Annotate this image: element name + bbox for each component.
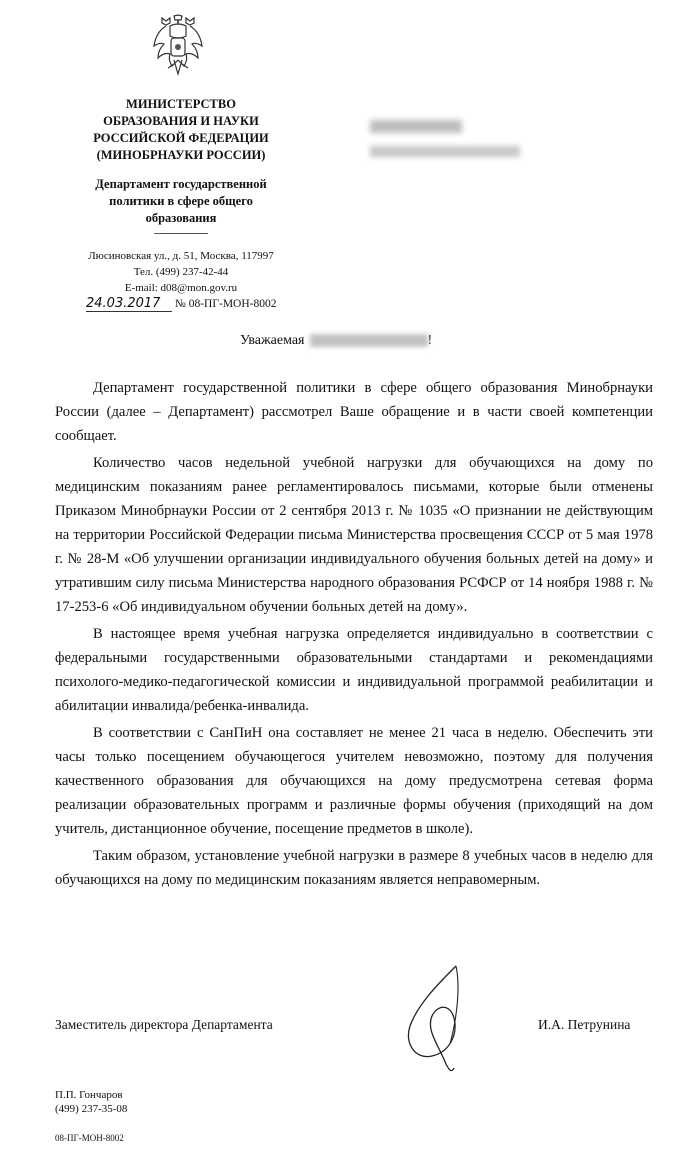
footer-document-code: 08-ПГ-МОН-8002 — [55, 1133, 124, 1143]
ministry-line: МИНИСТЕРСТВО — [126, 97, 236, 111]
address-line: E-mail: d08@mon.gov.ru — [124, 282, 238, 294]
handwritten-signature — [398, 964, 488, 1074]
ministry-line: РОССИЙСКОЙ ФЕДЕРАЦИИ — [93, 131, 269, 145]
registration-line — [86, 296, 277, 312]
signatory-title: Заместитель директора Департамента — [55, 1017, 273, 1032]
signatory-name: И.А. Петрунина — [538, 1017, 631, 1032]
redacted-salutation-name — [310, 334, 428, 347]
handwritten-date: 24.03.2017 — [86, 296, 172, 312]
executor-phone: (499) 237-35-08 — [55, 1103, 128, 1115]
ministry-line: (МИНОБРНАУКИ РОССИИ) — [96, 148, 266, 162]
letter-body — [55, 376, 653, 895]
executor-info — [55, 1088, 127, 1116]
department-address — [66, 248, 296, 296]
redacted-recipient-name — [370, 120, 462, 133]
executor-name: П.П. Гончаров — [55, 1089, 123, 1101]
body-paragraph: Таким образом, установление учебной нагрузки в размере 8 учебных часов в неделю для обучающихся на дому по медицинским показаниям является неправомерным. — [55, 848, 653, 888]
body-paragraph: В соответствии с СанПиН она составляет не менее 21 часа в неделю. Обеспечить эти часы только посещением обучающегося учителем невозможно, поэтому для получения качественного образования для обучающихся на дому предусмотрена сетевая форма реализации образовательных программ и различные формы обучения (приходящий на дом учитель, дистанционное обучение, посещение предметов в школе). — [55, 725, 653, 837]
salutation-text: Уважаемая — [240, 333, 305, 348]
body-paragraph: Департамент государственной политики в сфере общего образования Минобрнауки России (далее – Департамент) рассмотрел Ваше обращение и в части своей компетенции сообщает. — [55, 380, 653, 444]
salutation — [240, 333, 432, 349]
salutation-end: ! — [427, 333, 433, 348]
header-divider — [154, 233, 208, 234]
department-line: Департамент государственной — [95, 177, 267, 191]
address-line: Тел. (499) 237-42-44 — [133, 266, 229, 278]
registration-number: № 08-ПГ-МОН-8002 — [174, 298, 277, 310]
body-paragraph: Количество часов недельной учебной нагрузки для обучающихся на дому по медицинским показаниям ранее регламентировалось письмами, которые были отменены Приказом Минобрнауки России от 2 сентября 2013 г. № 1035 «О признании не действующим на территории Российской Федерации письма Министерства просвещения СССР от 5 мая 1978 г. № 28-М «Об улучшении организации индивидуального обучения больных детей на дому» и утратившим силу письма Министерства народного образования РСФСР от 14 ноября 1988 г. № 17-253-6 «Об индивидуальном обучении больных детей на дому». — [55, 455, 653, 615]
body-paragraph: В настоящее время учебная нагрузка определяется индивидуально в соответствии с федеральными государственными образовательными стандартами и рекомендациями психолого-медико-педагогической комиссии и индивидуальной программой реабилитации и абилитации инвалида/ребенка-инвалида. — [55, 626, 653, 714]
address-line: Люсиновская ул., д. 51, Москва, 117997 — [88, 250, 274, 262]
department-name — [66, 176, 296, 227]
ministry-name — [66, 96, 296, 164]
department-line: политики в сфере общего — [109, 194, 253, 208]
ministry-line: ОБРАЗОВАНИЯ И НАУКИ — [103, 114, 259, 128]
department-line: образования — [145, 211, 217, 225]
coat-of-arms-icon — [152, 14, 204, 78]
redacted-recipient-email — [370, 146, 520, 157]
